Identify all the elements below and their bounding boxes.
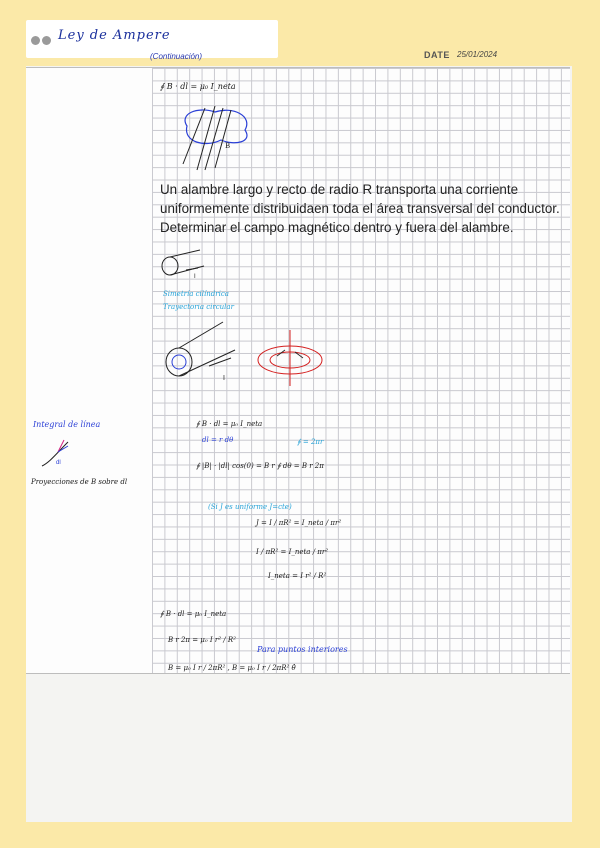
sidebar-note: Proyecciones de B sobre dl [31, 478, 128, 486]
wire-sketch [160, 250, 210, 280]
equation-bottom-1: ∮ B · dl = μ₀ I_neta [160, 610, 227, 618]
line-integral-sketch [40, 438, 80, 468]
svg-text:dl: dl [56, 460, 61, 466]
interior-points-note: Para puntos interiores [257, 645, 348, 654]
problem-statement: Un alambre largo y recto de radio R transporta una corriente uniformemente distribuidaen toda el área transversal del conductor. Determinar el campo magnético dentro y fuera del alambre. [160, 182, 560, 235]
trajectory-note: Trayectoria circular [163, 303, 234, 311]
sidebar-title: Integral de línea [33, 420, 101, 429]
equation-Ineta: I_neta = I r² / R² [268, 572, 327, 580]
page-title: Ley de Ampere [58, 28, 171, 43]
equation-line-1: ∮ B · dl = μ₀ I_neta [196, 420, 263, 428]
equation-circumference: ∮ = 2πr [297, 438, 324, 446]
equation-dl: dl = r dθ [202, 436, 234, 444]
wire-amperian-sketch [165, 320, 240, 385]
equation-bottom-3: B = μ₀ I r / 2πR² , B = μ₀ I r / 2πR² θ̂ [168, 664, 296, 672]
loop-sketch [175, 104, 255, 172]
dot-icon [31, 36, 40, 45]
bottom-rule [26, 673, 570, 674]
svg-text:I: I [194, 274, 196, 280]
equation-ratio: I / πR² = I_neta / πr² [256, 548, 329, 556]
svg-text:B: B [225, 142, 231, 150]
date-value: 25/01/2024 [457, 50, 498, 59]
amperian-loop-sketch [255, 328, 325, 388]
sidebar-margin [26, 68, 153, 674]
symmetry-note: Simetría cilíndrica [163, 290, 229, 298]
dot-icon [42, 36, 51, 45]
equation-ampere-top: ∮ B · dl = μ₀ I_neta [160, 82, 236, 91]
equation-full: ∮ |B| · |dl| cos(0) = B r ∮ dθ = B r 2π [196, 462, 324, 470]
uniform-note: (Si J es uniforme J=cte) [208, 503, 292, 511]
equation-bottom-2: B r 2π = μ₀ I r² / R² [168, 636, 236, 644]
svg-text:I: I [223, 375, 225, 382]
top-rule [26, 67, 570, 68]
equation-J: J = I / πR² = I_neta / πr² [256, 519, 342, 527]
date-label: DATE [424, 50, 450, 60]
page-subtitle: (Continuación) [150, 52, 203, 61]
